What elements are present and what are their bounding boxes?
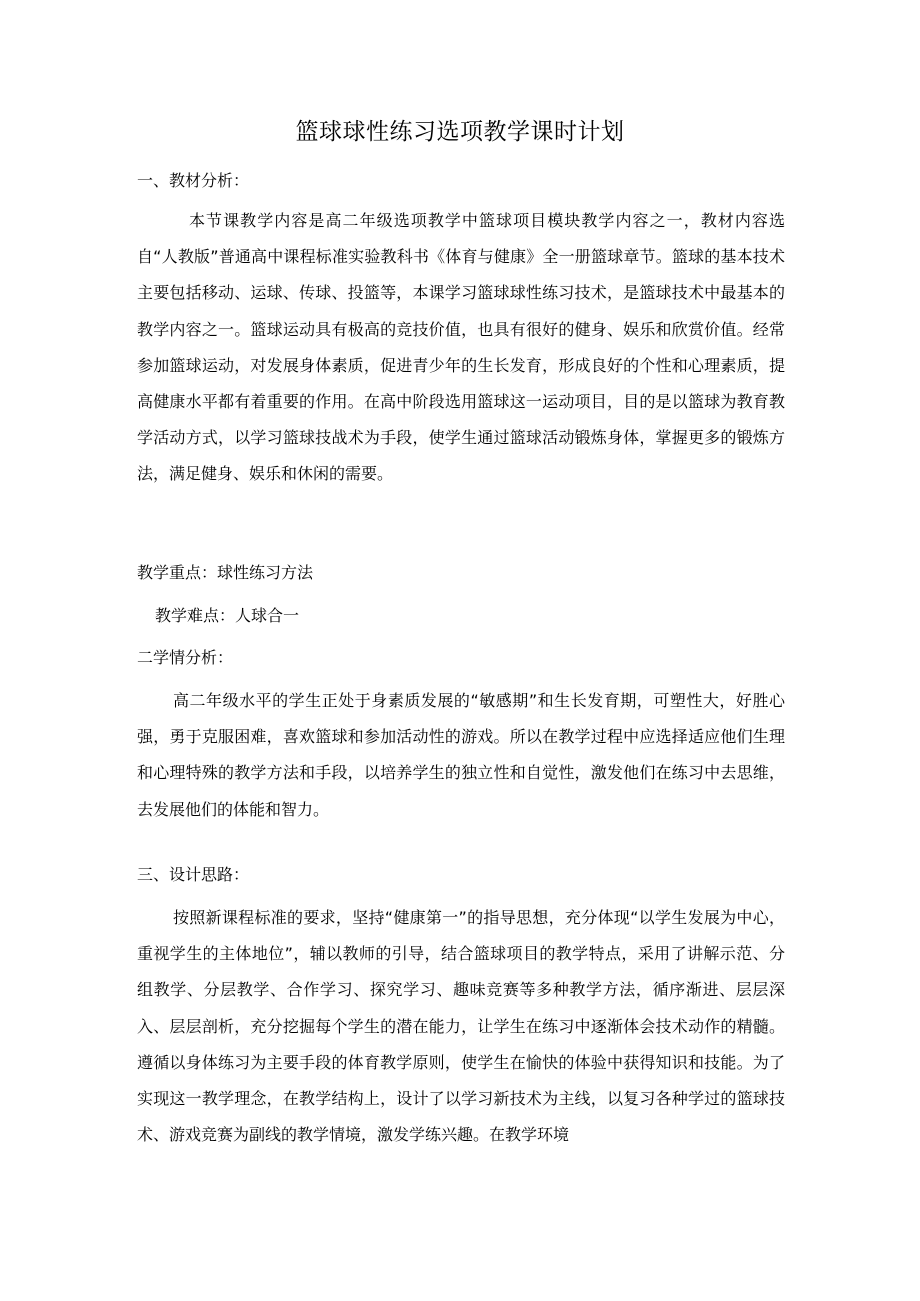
material-analysis-paragraph: 本节课教学内容是高二年级选项教学中篮球项目模块教学内容之一，教材内容选自“人教版”普通高中课程标准实验教科书《体育与健康》全一册篮球章节。篮球的基本技术主要包括移动、运球、传球、投篮等，本课学习篮球球性练习技术，是篮球技术中最基本的教学内容之一。篮球运动具有极高的竞技价值，也具有很好的健身、娱乐和欣赏价值。经常参加篮球运动，对发展身体素质，促进青少年的生长发育，形成良好的个性和心理素质，提高健康水平都有着重要的作用。在高中阶段选用篮球这一运动项目，目的是以篮球为教育教学活动方式，以学习篮球技战术为手段，使学生通过篮球活动锻炼身体，掌握更多的锻炼方法，满足健身、娱乐和休闲的需要。 — [137, 211, 785, 484]
section-heading-material-analysis: 一、教材分析： — [137, 171, 250, 190]
teaching-key-point: 教学重点：球性练习方法 — [137, 563, 314, 582]
design-ideas-paragraph: 按照新课程标准的要求，坚持“健康第一”的指导思想，充分体现“以学生发展为中心，重视学生的主体地位”，辅以教师的引导，结合篮球项目的教学特点，采用了讲解示范、分组教学、分层教学、合作学习、探究学习、趣味竞赛等多种教学方法，循序渐进、层层深入、层层剖析，充分挖掘每个学生的潜在能力，让学生在练习中逐渐体会技术动作的精髓。遵循以身体练习为主要手段的体育教学原则，使学生在愉快的体验中获得知识和技能。为了实现这一教学理念，在教学结构上，设计了以学习新技术为主线，以复习各种学过的篮球技术、游戏竞赛为副线的教学情境，激发学练兴趣。在教学环境 — [137, 908, 785, 1145]
student-analysis-paragraph: 高二年级水平的学生正处于身素质发展的“敏感期”和生长发育期，可塑性大，好胜心强，勇于克服困难，喜欢篮球和参加活动性的游戏。所以在教学过程中应选择适应他们生理和心理特殊的教学方法和手段，以培养学生的独立性和自觉性，激发他们在练习中去思维，去发展他们的体能和智力。 — [137, 691, 785, 819]
teaching-difficulty: 教学难点：人球合一 — [155, 606, 300, 625]
document-title: 篮球球性练习选项教学课时计划 — [295, 119, 625, 145]
section-heading-student-analysis: 二学情分析： — [137, 648, 234, 667]
section-heading-design-ideas: 三、设计思路： — [137, 865, 250, 884]
